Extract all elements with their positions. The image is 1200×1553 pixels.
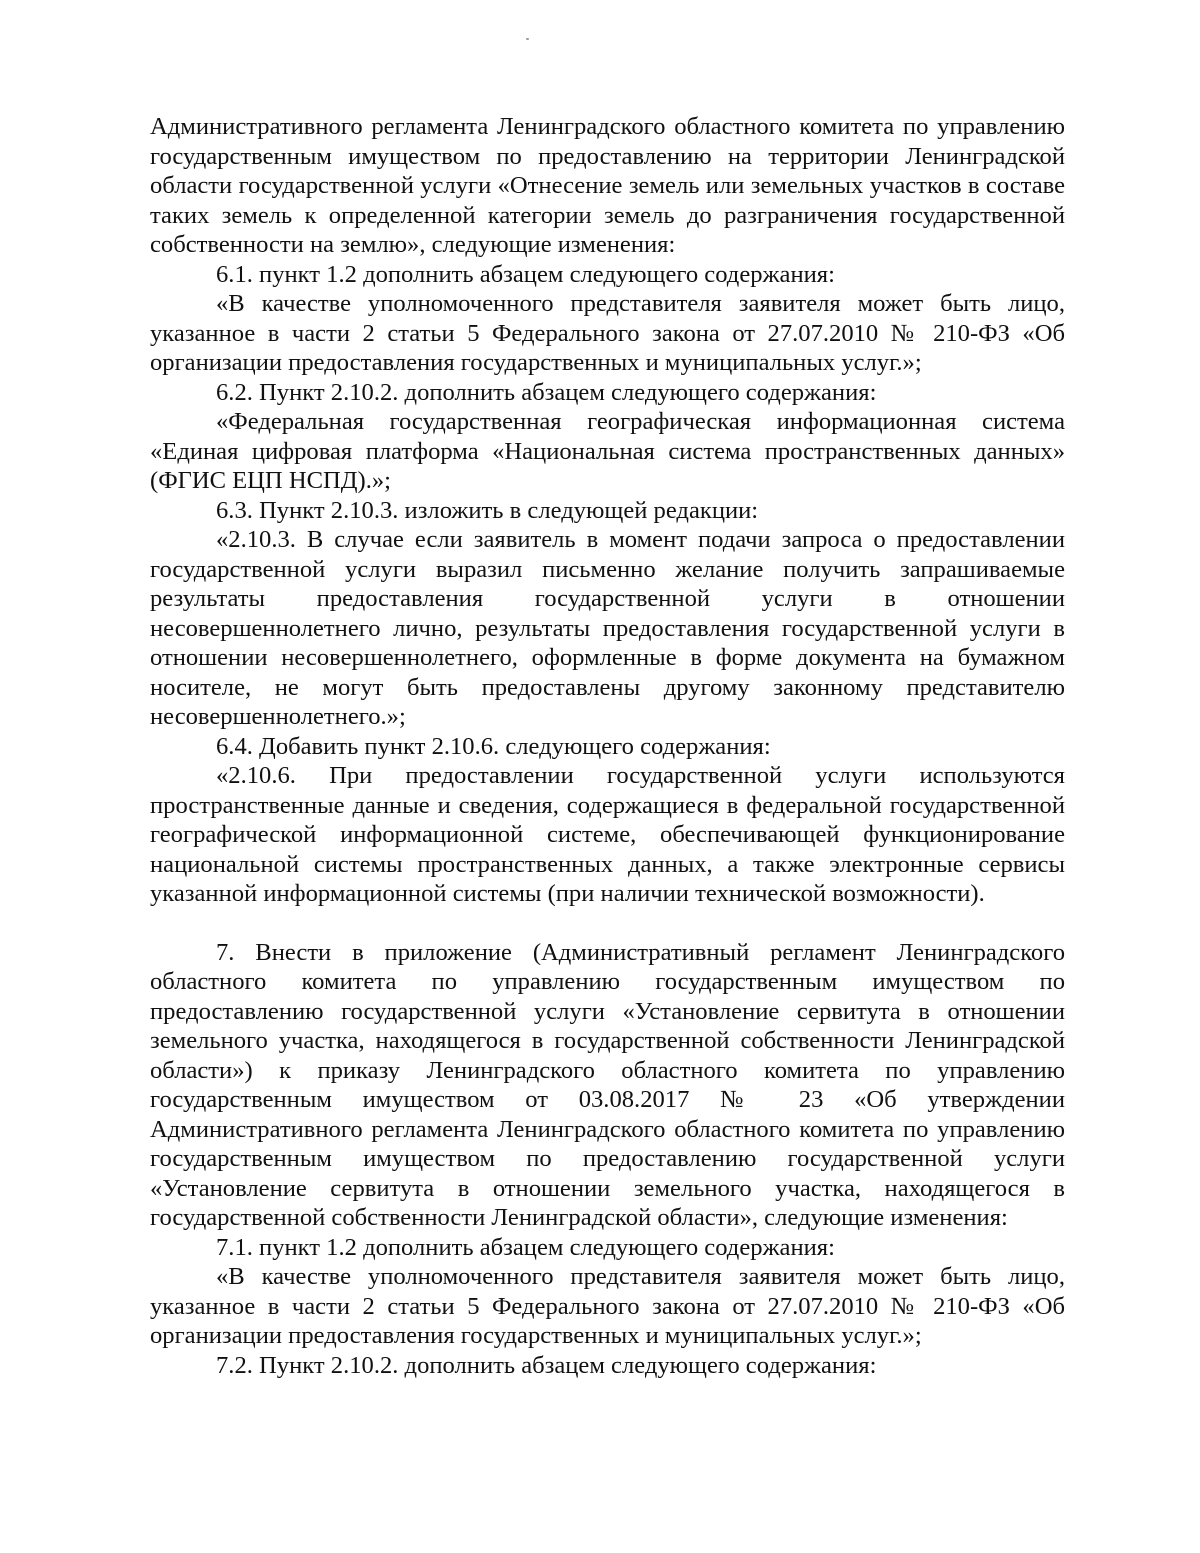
paragraph-6-4-text: «2.10.6. При предоставлении государственной услуги используются пространственные данные и сведения, содержащиеся в федеральной государственной географической информационной системе, обеспечивающей функционирование национальной системы пространственных данных, а также электронные сервисы указанной информационной системы (при наличии технической возможности). [150, 762, 1065, 907]
paragraph-6-3-text: «2.10.3. В случае если заявитель в момент подачи запроса о предоставлении государственной услуги выразил письменно желание получить запрашиваемые результаты предоставления государственной услуги в отношении несовершеннолетнего лично, результаты предоставления государственной услуги в отношении несовершеннолетнего, оформленные в форме документа на бумажном носителе, не могут быть предоставлены другому законному представителю несовершеннолетнего.»; [150, 526, 1065, 730]
paragraph-6-1: 6.1. пункт 1.2 дополнить абзацем следующего содержания: [216, 260, 835, 288]
paragraph-6-2: 6.2. Пункт 2.10.2. дополнить абзацем следующего содержания: [216, 378, 877, 406]
scan-speck [526, 38, 529, 40]
paragraph-6-2-text: «Федеральная государственная географическая информационная система «Единая цифровая платформа «Национальная система пространственных данных» (ФГИС ЕЦП НСПД).»; [150, 408, 1065, 494]
paragraph-7-1: 7.1. пункт 1.2 дополнить абзацем следующего содержания: [216, 1233, 835, 1261]
paragraph-7-2: 7.2. Пункт 2.10.2. дополнить абзацем следующего содержания: [216, 1351, 877, 1379]
paragraph-6-1-text: «В качестве уполномоченного представителя заявителя может быть лицо, указанное в части 2 статьи 5 Федерального закона от 27.07.2010 № 210-ФЗ «Об организации предоставления государственных и муниципальных услуг.»; [150, 290, 1065, 376]
paragraph-7: 7. Внести в приложение (Административный регламент Ленинградского областного комитета по управлению государственным имуществом по предоставлению государственной услуги «Установление сервитута в отношении земельного участка, находящегося в государственной собственности Ленинградской области») к приказу Ленинградского областного комитета по управлению государственным имуществом от 03.08.2017 № 23 «Об утверждении Административного регламента Ленинградского областного комитета по управлению государственным имуществом по предоставлению государственной услуги «Установление сервитута в отношении земельного участка, находящегося в государственной собственности Ленинградской области», следующие изменения: [150, 938, 1065, 1231]
paragraph-6-3: 6.3. Пункт 2.10.3. изложить в следующей редакции: [216, 496, 759, 524]
paragraph-6-4: 6.4. Добавить пункт 2.10.6. следующего содержания: [216, 732, 771, 760]
document-body [150, 112, 1065, 1380]
paragraph-regulation-continuation: Административного регламента Ленинградского областного комитета по управлению государственным имуществом по предоставлению на территории Ленинградской области государственной услуги «Отнесение земель или земельных участков в составе таких земель к определенной категории земель до разграничения государственной собственности на землю», следующие изменения: [150, 113, 1065, 258]
paragraph-spacer [150, 909, 1065, 938]
paragraph-7-1-text: «В качестве уполномоченного представителя заявителя может быть лицо, указанное в части 2 статьи 5 Федерального закона от 27.07.2010 № 210-ФЗ «Об организации предоставления государственных и муниципальных услуг.»; [150, 1263, 1065, 1349]
